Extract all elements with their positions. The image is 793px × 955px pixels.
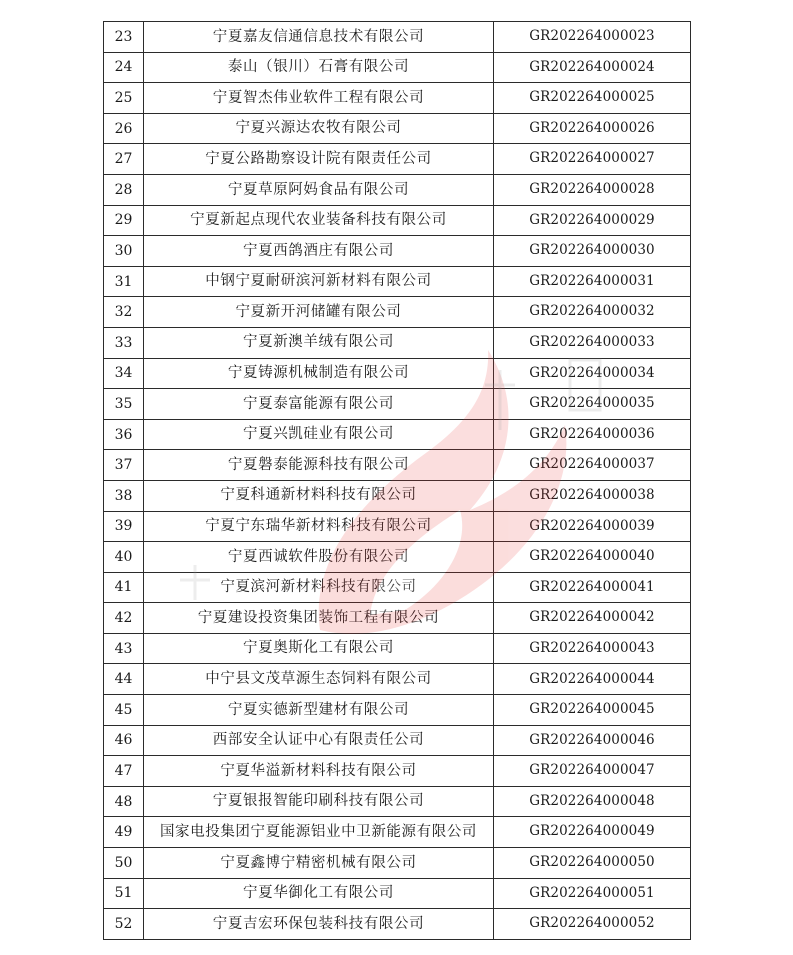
table-row [104, 113, 691, 144]
table-row [104, 144, 691, 175]
table-row [104, 83, 691, 114]
table-row [104, 542, 691, 573]
row-number-cell: 48 [104, 786, 144, 817]
row-number-cell: 24 [104, 52, 144, 83]
company-name-cell: 宁夏磐泰能源科技有限公司 [144, 450, 494, 481]
table-row [104, 848, 691, 879]
company-name-cell: 宁夏滨河新材料科技有限公司 [144, 572, 494, 603]
table-row [104, 603, 691, 634]
table-row [104, 664, 691, 695]
table-row [104, 358, 691, 389]
certificate-code-cell: GR202264000032 [494, 297, 691, 328]
row-number-cell: 37 [104, 450, 144, 481]
row-number-cell: 31 [104, 266, 144, 297]
row-number-cell: 50 [104, 848, 144, 879]
certificate-code-cell: GR202264000050 [494, 848, 691, 879]
table-row [104, 389, 691, 420]
row-number-cell: 35 [104, 389, 144, 420]
row-number-cell: 36 [104, 419, 144, 450]
table-row [104, 817, 691, 848]
table-row [104, 266, 691, 297]
certificate-code-cell: GR202264000036 [494, 419, 691, 450]
company-name-cell: 宁夏建设投资集团装饰工程有限公司 [144, 603, 494, 634]
certificate-code-cell: GR202264000033 [494, 327, 691, 358]
row-number-cell: 26 [104, 113, 144, 144]
table-row [104, 511, 691, 542]
certificate-code-cell: GR202264000047 [494, 756, 691, 787]
row-number-cell: 25 [104, 83, 144, 114]
certificate-code-cell: GR202264000042 [494, 603, 691, 634]
row-number-cell: 44 [104, 664, 144, 695]
company-name-cell: 宁夏宁东瑞华新材料科技有限公司 [144, 511, 494, 542]
company-name-cell: 宁夏实德新型建材有限公司 [144, 695, 494, 726]
company-name-cell: 宁夏新澳羊绒有限公司 [144, 327, 494, 358]
company-name-cell: 中宁县文茂草源生态饲料有限公司 [144, 664, 494, 695]
row-number-cell: 39 [104, 511, 144, 542]
table-row [104, 419, 691, 450]
certificate-code-cell: GR202264000027 [494, 144, 691, 175]
certificate-code-cell: GR202264000037 [494, 450, 691, 481]
table-row [104, 633, 691, 664]
table-row [104, 297, 691, 328]
certificate-code-cell: GR202264000035 [494, 389, 691, 420]
company-name-cell: 宁夏奥斯化工有限公司 [144, 633, 494, 664]
company-name-cell: 泰山（银川）石膏有限公司 [144, 52, 494, 83]
row-number-cell: 42 [104, 603, 144, 634]
row-number-cell: 23 [104, 22, 144, 53]
row-number-cell: 40 [104, 542, 144, 573]
row-number-cell: 49 [104, 817, 144, 848]
company-name-cell: 宁夏银报智能印刷科技有限公司 [144, 786, 494, 817]
row-number-cell: 47 [104, 756, 144, 787]
row-number-cell: 27 [104, 144, 144, 175]
row-number-cell: 45 [104, 695, 144, 726]
company-name-cell: 宁夏华溢新材料科技有限公司 [144, 756, 494, 787]
row-number-cell: 41 [104, 572, 144, 603]
row-number-cell: 33 [104, 327, 144, 358]
table-row [104, 205, 691, 236]
certificate-code-cell: GR202264000040 [494, 542, 691, 573]
table-row [104, 22, 691, 53]
company-name-cell: 宁夏公路勘察设计院有限责任公司 [144, 144, 494, 175]
certificate-code-cell: GR202264000031 [494, 266, 691, 297]
table-row [104, 52, 691, 83]
certificate-code-cell: GR202264000051 [494, 878, 691, 909]
table-row [104, 572, 691, 603]
company-name-cell: 宁夏科通新材料科技有限公司 [144, 480, 494, 511]
company-name-cell: 宁夏新开河储罐有限公司 [144, 297, 494, 328]
table-row [104, 725, 691, 756]
company-name-cell: 宁夏西鸽酒庄有限公司 [144, 236, 494, 267]
table-row [104, 174, 691, 205]
company-name-cell: 宁夏兴源达农牧有限公司 [144, 113, 494, 144]
row-number-cell: 46 [104, 725, 144, 756]
company-name-cell: 宁夏鑫博宁精密机械有限公司 [144, 848, 494, 879]
certificate-code-cell: GR202264000026 [494, 113, 691, 144]
row-number-cell: 34 [104, 358, 144, 389]
company-name-cell: 宁夏嘉友信通信息技术有限公司 [144, 22, 494, 53]
certificate-code-cell: GR202264000043 [494, 633, 691, 664]
certificate-code-cell: GR202264000052 [494, 909, 691, 940]
certificate-code-cell: GR202264000044 [494, 664, 691, 695]
table-row [104, 756, 691, 787]
row-number-cell: 30 [104, 236, 144, 267]
row-number-cell: 51 [104, 878, 144, 909]
certificate-code-cell: GR202264000048 [494, 786, 691, 817]
table-row [104, 786, 691, 817]
company-name-cell: 宁夏西诚软件股份有限公司 [144, 542, 494, 573]
company-name-cell: 宁夏草原阿妈食品有限公司 [144, 174, 494, 205]
certificate-code-cell: GR202264000023 [494, 22, 691, 53]
certificate-code-cell: GR202264000024 [494, 52, 691, 83]
company-name-cell: 宁夏智杰伟业软件工程有限公司 [144, 83, 494, 114]
certificate-code-cell: GR202264000025 [494, 83, 691, 114]
company-name-cell: 宁夏泰富能源有限公司 [144, 389, 494, 420]
company-list-table [103, 21, 691, 940]
row-number-cell: 38 [104, 480, 144, 511]
table-body [104, 22, 691, 940]
company-name-cell: 宁夏华御化工有限公司 [144, 878, 494, 909]
company-name-cell: 宁夏铸源机械制造有限公司 [144, 358, 494, 389]
company-name-cell: 宁夏新起点现代农业装备科技有限公司 [144, 205, 494, 236]
row-number-cell: 29 [104, 205, 144, 236]
certificate-code-cell: GR202264000030 [494, 236, 691, 267]
row-number-cell: 52 [104, 909, 144, 940]
certificate-code-cell: GR202264000038 [494, 480, 691, 511]
certificate-code-cell: GR202264000049 [494, 817, 691, 848]
row-number-cell: 32 [104, 297, 144, 328]
certificate-code-cell: GR202264000034 [494, 358, 691, 389]
company-name-cell: 宁夏吉宏环保包装科技有限公司 [144, 909, 494, 940]
row-number-cell: 28 [104, 174, 144, 205]
table-row [104, 236, 691, 267]
table-row [104, 327, 691, 358]
certificate-code-cell: GR202264000028 [494, 174, 691, 205]
certificate-code-cell: GR202264000041 [494, 572, 691, 603]
table-row [104, 480, 691, 511]
company-name-cell: 中钢宁夏耐研滨河新材料有限公司 [144, 266, 494, 297]
table-row [104, 878, 691, 909]
certificate-code-cell: GR202264000046 [494, 725, 691, 756]
company-name-cell: 国家电投集团宁夏能源铝业中卫新能源有限公司 [144, 817, 494, 848]
table-row [104, 450, 691, 481]
table-row [104, 695, 691, 726]
row-number-cell: 43 [104, 633, 144, 664]
certificate-code-cell: GR202264000039 [494, 511, 691, 542]
company-name-cell: 西部安全认证中心有限责任公司 [144, 725, 494, 756]
table-row [104, 909, 691, 940]
certificate-code-cell: GR202264000029 [494, 205, 691, 236]
certificate-code-cell: GR202264000045 [494, 695, 691, 726]
company-name-cell: 宁夏兴凯硅业有限公司 [144, 419, 494, 450]
